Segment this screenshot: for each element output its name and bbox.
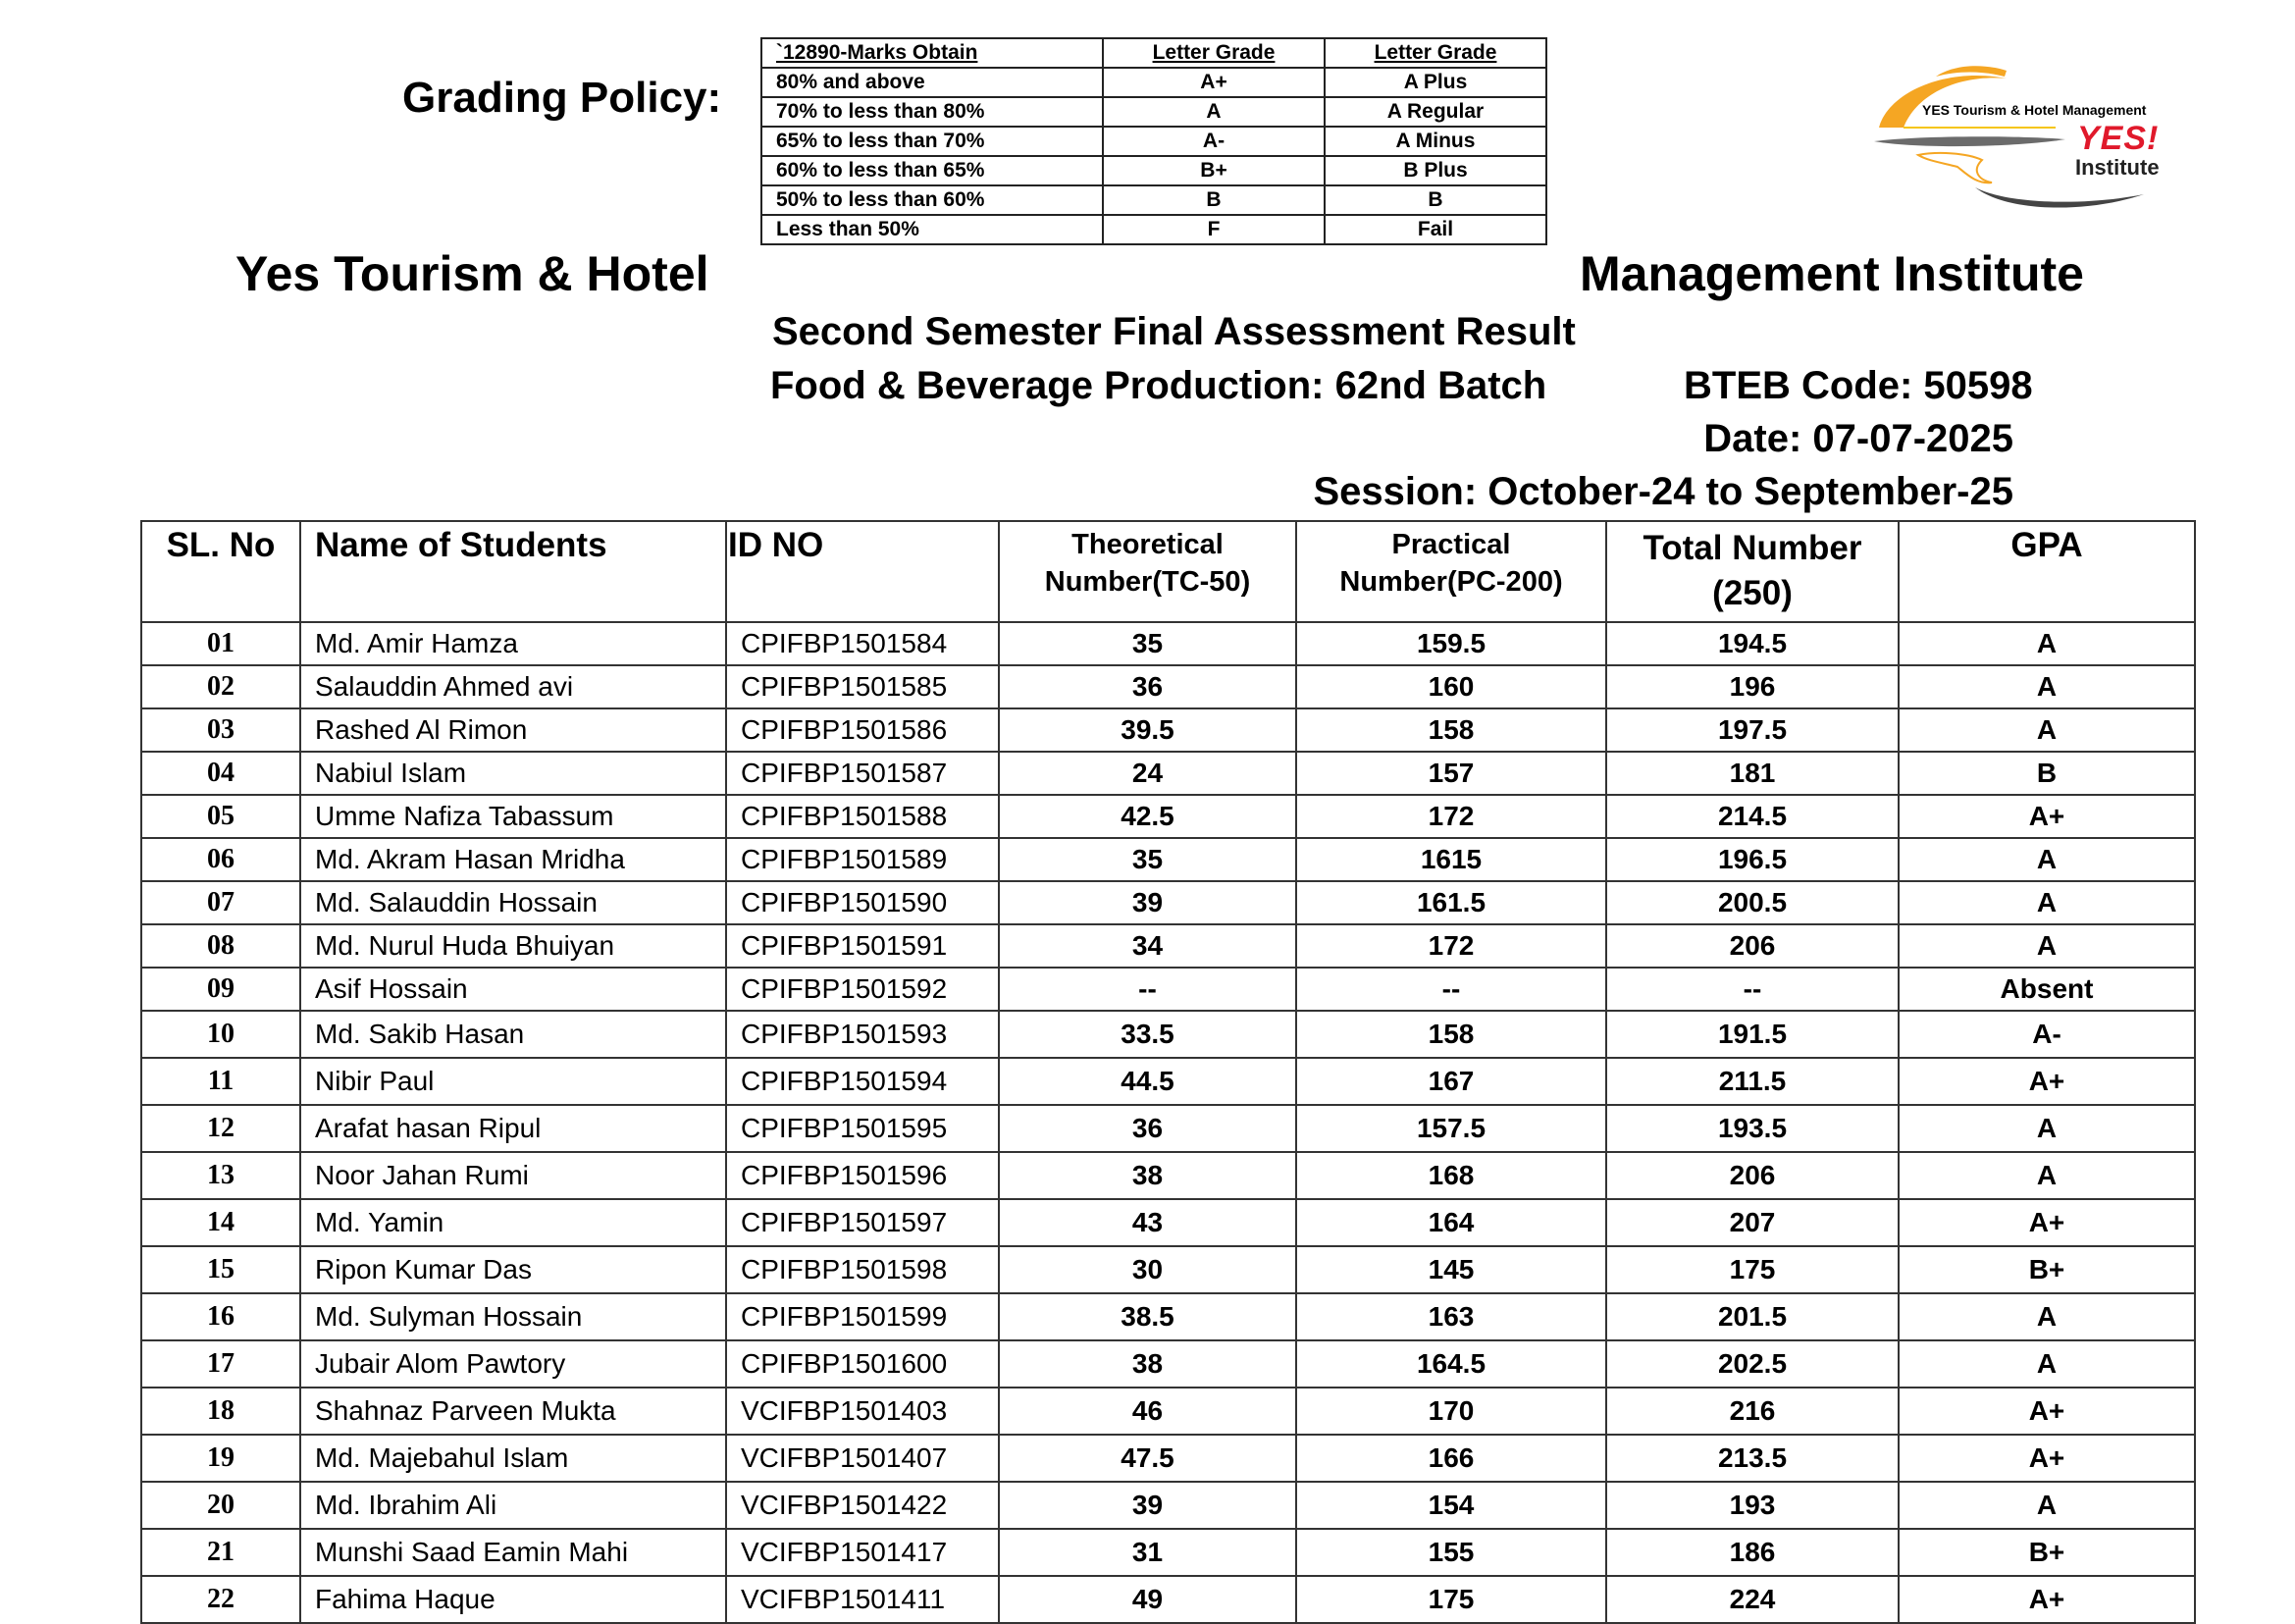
cell-student-name: Md. Akram Hasan Mridha [300, 838, 726, 881]
table-row [141, 708, 2195, 752]
batch-title: Food & Beverage Production: 62nd Batch [770, 364, 1547, 407]
cell-theoretical: 36 [999, 1105, 1296, 1152]
column-header-theoretical [999, 521, 1296, 622]
cell-practical: 145 [1296, 1246, 1606, 1293]
cell-gpa: A [1899, 1340, 2195, 1388]
table-row [141, 1482, 2195, 1529]
cell-student-id: VCIFBP1501417 [726, 1529, 999, 1576]
result-title: Second Semester Final Assessment Result [772, 310, 1576, 353]
cell-student-id: VCIFBP1501411 [726, 1576, 999, 1623]
cell-theoretical: 36 [999, 665, 1296, 708]
grading-letter: A [1103, 97, 1325, 127]
cell-total: 175 [1606, 1246, 1899, 1293]
table-row [141, 752, 2195, 795]
logo-tagline: YES Tourism & Hotel Management [1922, 102, 2147, 118]
table-row [141, 1340, 2195, 1388]
cell-practical: 168 [1296, 1152, 1606, 1199]
cell-serial: 12 [141, 1105, 300, 1152]
cell-student-name: Asif Hossain [300, 968, 726, 1011]
bteb-code: BTEB Code: 50598 [1684, 364, 2033, 407]
cell-student-name: Md. Yamin [300, 1199, 726, 1246]
table-row [141, 1529, 2195, 1576]
cell-gpa: A [1899, 708, 2195, 752]
cell-student-id: CPIFBP1501591 [726, 924, 999, 968]
cell-gpa: A [1899, 1482, 2195, 1529]
grading-marks-range: 70% to less than 80% [761, 97, 1103, 127]
result-date: Date: 07-07-2025 [1703, 417, 2013, 460]
cell-practical: 1615 [1296, 838, 1606, 881]
cell-student-id: CPIFBP1501600 [726, 1340, 999, 1388]
cell-student-name: Md. Nurul Huda Bhuiyan [300, 924, 726, 968]
cell-student-name: Fahima Haque [300, 1576, 726, 1623]
cell-gpa: A [1899, 1293, 2195, 1340]
cell-serial: 20 [141, 1482, 300, 1529]
cell-student-id: CPIFBP1501588 [726, 795, 999, 838]
cell-serial: 07 [141, 881, 300, 924]
cell-gpa: A [1899, 1152, 2195, 1199]
table-row [141, 1105, 2195, 1152]
cell-theoretical: 43 [999, 1199, 1296, 1246]
cell-theoretical: 49 [999, 1576, 1296, 1623]
cell-practical: 172 [1296, 795, 1606, 838]
cell-student-name: Jubair Alom Pawtory [300, 1340, 726, 1388]
cell-student-id: CPIFBP1501590 [726, 881, 999, 924]
cell-serial: 19 [141, 1435, 300, 1482]
cell-total: 224 [1606, 1576, 1899, 1623]
table-row [141, 1293, 2195, 1340]
cell-serial: 10 [141, 1011, 300, 1058]
table-row [141, 924, 2195, 968]
cell-student-name: Md. Ibrahim Ali [300, 1482, 726, 1529]
cell-gpa: B+ [1899, 1529, 2195, 1576]
cell-practical: 157.5 [1296, 1105, 1606, 1152]
cell-serial: 09 [141, 968, 300, 1011]
table-row [141, 795, 2195, 838]
grading-letter: A+ [1103, 68, 1325, 97]
cell-theoretical: 30 [999, 1246, 1296, 1293]
cell-total: 181 [1606, 752, 1899, 795]
cell-student-name: Md. Salauddin Hossain [300, 881, 726, 924]
cell-theoretical: 38 [999, 1152, 1296, 1199]
grading-letter-name: B Plus [1325, 156, 1546, 185]
cell-student-id: CPIFBP1501598 [726, 1246, 999, 1293]
cell-practical: 154 [1296, 1482, 1606, 1529]
column-header-total-line1: Total Number [1643, 529, 1862, 567]
cell-gpa: A+ [1899, 1199, 2195, 1246]
cell-gpa: A [1899, 1105, 2195, 1152]
cell-gpa: A [1899, 924, 2195, 968]
cell-serial: 11 [141, 1058, 300, 1105]
cell-total: 206 [1606, 924, 1899, 968]
institute-name-left: Yes Tourism & Hotel [235, 246, 709, 301]
cell-student-name: Noor Jahan Rumi [300, 1152, 726, 1199]
cell-practical: 163 [1296, 1293, 1606, 1340]
grading-letter-name: A Plus [1325, 68, 1546, 97]
cell-student-id: CPIFBP1501593 [726, 1011, 999, 1058]
cell-student-id: CPIFBP1501586 [726, 708, 999, 752]
cell-gpa: A+ [1899, 1388, 2195, 1435]
cell-practical: 167 [1296, 1058, 1606, 1105]
cell-student-id: VCIFBP1501422 [726, 1482, 999, 1529]
column-header-gpa: GPA [1899, 521, 2195, 622]
cell-total: 193 [1606, 1482, 1899, 1529]
grading-letter-name: B [1325, 185, 1546, 215]
cell-student-name: Shahnaz Parveen Mukta [300, 1388, 726, 1435]
cell-student-name: Rashed Al Rimon [300, 708, 726, 752]
cell-student-name: Md. Majebahul Islam [300, 1435, 726, 1482]
cell-total: 193.5 [1606, 1105, 1899, 1152]
cell-gpa: B [1899, 752, 2195, 795]
grading-letter: B [1103, 185, 1325, 215]
cell-practical: 172 [1296, 924, 1606, 968]
cell-gpa: A+ [1899, 1435, 2195, 1482]
grading-header-letter-name: Letter Grade [1325, 38, 1546, 68]
table-row [141, 1246, 2195, 1293]
grading-header-row [761, 38, 1546, 68]
session-range: Session: October-24 to September-25 [1313, 470, 2013, 513]
cell-serial: 18 [141, 1388, 300, 1435]
cell-student-id: VCIFBP1501403 [726, 1388, 999, 1435]
cell-serial: 01 [141, 622, 300, 665]
table-row [141, 622, 2195, 665]
column-header-sl: SL. No [141, 521, 300, 622]
grading-row [761, 97, 1546, 127]
grading-header-marks: `12890-Marks Obtain [761, 38, 1103, 68]
logo-sub: Institute [2075, 155, 2160, 180]
cell-total: 216 [1606, 1388, 1899, 1435]
cell-serial: 17 [141, 1340, 300, 1388]
cell-theoretical: 39.5 [999, 708, 1296, 752]
grading-marks-range: 60% to less than 65% [761, 156, 1103, 185]
grading-letter: A- [1103, 127, 1325, 156]
cell-theoretical: 46 [999, 1388, 1296, 1435]
cell-student-id: CPIFBP1501585 [726, 665, 999, 708]
cell-gpa: A+ [1899, 1058, 2195, 1105]
grading-marks-range: 50% to less than 60% [761, 185, 1103, 215]
grading-policy-body [761, 68, 1546, 244]
cell-theoretical: 39 [999, 1482, 1296, 1529]
cell-practical: 161.5 [1296, 881, 1606, 924]
cell-theoretical: 31 [999, 1529, 1296, 1576]
cell-total: 196 [1606, 665, 1899, 708]
grading-row [761, 156, 1546, 185]
grading-policy-label: Grading Policy: [402, 74, 722, 122]
column-header-total [1606, 521, 1899, 622]
cell-serial: 03 [141, 708, 300, 752]
cell-serial: 05 [141, 795, 300, 838]
cell-total: 202.5 [1606, 1340, 1899, 1388]
cell-student-name: Salauddin Ahmed avi [300, 665, 726, 708]
cell-serial: 15 [141, 1246, 300, 1293]
cell-student-name: Munshi Saad Eamin Mahi [300, 1529, 726, 1576]
grading-row [761, 127, 1546, 156]
grading-marks-range: 65% to less than 70% [761, 127, 1103, 156]
table-row [141, 1199, 2195, 1246]
cell-student-name: Ripon Kumar Das [300, 1246, 726, 1293]
logo-brand: YES! [2077, 120, 2160, 157]
cell-serial: 08 [141, 924, 300, 968]
cell-theoretical: 34 [999, 924, 1296, 968]
cell-total: 207 [1606, 1199, 1899, 1246]
cell-serial: 14 [141, 1199, 300, 1246]
cell-serial: 02 [141, 665, 300, 708]
table-row [141, 665, 2195, 708]
cell-serial: 06 [141, 838, 300, 881]
cell-total: 194.5 [1606, 622, 1899, 665]
cell-total: 196.5 [1606, 838, 1899, 881]
cell-student-id: VCIFBP1501407 [726, 1435, 999, 1482]
cell-serial: 13 [141, 1152, 300, 1199]
cell-gpa: Absent [1899, 968, 2195, 1011]
cell-serial: 16 [141, 1293, 300, 1340]
column-header-theoretical-line2: Number(TC-50) [1044, 566, 1251, 598]
cell-theoretical: 44.5 [999, 1058, 1296, 1105]
cell-student-name: Nabiul Islam [300, 752, 726, 795]
cell-student-id: CPIFBP1501597 [726, 1199, 999, 1246]
table-row [141, 1011, 2195, 1058]
cell-practical: -- [1296, 968, 1606, 1011]
column-header-id: ID NO [726, 521, 999, 622]
cell-total: -- [1606, 968, 1899, 1011]
column-header-practical-line1: Practical [1391, 529, 1511, 560]
grading-letter-name: A Regular [1325, 97, 1546, 127]
cell-gpa: A [1899, 622, 2195, 665]
cell-student-name: Md. Sakib Hasan [300, 1011, 726, 1058]
cell-total: 214.5 [1606, 795, 1899, 838]
cell-student-name: Arafat hasan Ripul [300, 1105, 726, 1152]
cell-total: 206 [1606, 1152, 1899, 1199]
cell-student-id: CPIFBP1501592 [726, 968, 999, 1011]
grading-row [761, 68, 1546, 97]
cell-practical: 175 [1296, 1576, 1606, 1623]
cell-gpa: A [1899, 881, 2195, 924]
grading-letter-name: Fail [1325, 215, 1546, 244]
cell-theoretical: 33.5 [999, 1011, 1296, 1058]
grading-marks-range: 80% and above [761, 68, 1103, 97]
cell-theoretical: 39 [999, 881, 1296, 924]
grading-letter: F [1103, 215, 1325, 244]
column-header-total-line2: (250) [1712, 574, 1793, 612]
cell-gpa: A+ [1899, 1576, 2195, 1623]
cell-gpa: B+ [1899, 1246, 2195, 1293]
institute-name-right: Management Institute [1580, 246, 2084, 301]
cell-total: 186 [1606, 1529, 1899, 1576]
grading-marks-range: Less than 50% [761, 215, 1103, 244]
cell-gpa: A [1899, 838, 2195, 881]
cell-practical: 158 [1296, 708, 1606, 752]
cell-student-name: Md. Amir Hamza [300, 622, 726, 665]
cell-gpa: A [1899, 665, 2195, 708]
cell-student-name: Umme Nafiza Tabassum [300, 795, 726, 838]
table-row [141, 881, 2195, 924]
cell-practical: 159.5 [1296, 622, 1606, 665]
cell-theoretical: 24 [999, 752, 1296, 795]
cell-gpa: A+ [1899, 795, 2195, 838]
grading-letter: B+ [1103, 156, 1325, 185]
institute-logo [1859, 57, 2203, 214]
table-row [141, 1152, 2195, 1199]
table-row [141, 838, 2195, 881]
cell-student-id: CPIFBP1501594 [726, 1058, 999, 1105]
grading-row [761, 185, 1546, 215]
table-row [141, 1576, 2195, 1623]
results-header-row [141, 521, 2195, 622]
column-header-name: Name of Students [300, 521, 726, 622]
cell-theoretical: 38.5 [999, 1293, 1296, 1340]
grading-row [761, 215, 1546, 244]
cell-practical: 157 [1296, 752, 1606, 795]
cell-student-id: CPIFBP1501596 [726, 1152, 999, 1199]
cell-student-id: CPIFBP1501584 [726, 622, 999, 665]
cell-total: 211.5 [1606, 1058, 1899, 1105]
column-header-practical-line2: Number(PC-200) [1339, 566, 1563, 598]
cell-student-id: CPIFBP1501589 [726, 838, 999, 881]
cell-practical: 166 [1296, 1435, 1606, 1482]
cell-practical: 164 [1296, 1199, 1606, 1246]
cell-student-id: CPIFBP1501599 [726, 1293, 999, 1340]
cell-practical: 155 [1296, 1529, 1606, 1576]
results-table [140, 520, 2196, 1624]
cell-serial: 21 [141, 1529, 300, 1576]
cell-practical: 158 [1296, 1011, 1606, 1058]
cell-student-name: Md. Sulyman Hossain [300, 1293, 726, 1340]
cell-student-id: CPIFBP1501587 [726, 752, 999, 795]
cell-total: 201.5 [1606, 1293, 1899, 1340]
cell-theoretical: 38 [999, 1340, 1296, 1388]
cell-total: 191.5 [1606, 1011, 1899, 1058]
grading-letter-name: A Minus [1325, 127, 1546, 156]
cell-serial: 04 [141, 752, 300, 795]
cell-total: 200.5 [1606, 881, 1899, 924]
cell-theoretical: -- [999, 968, 1296, 1011]
cell-total: 197.5 [1606, 708, 1899, 752]
cell-theoretical: 35 [999, 838, 1296, 881]
cell-student-id: CPIFBP1501595 [726, 1105, 999, 1152]
cell-student-name: Nibir Paul [300, 1058, 726, 1105]
grading-policy-table [760, 37, 1547, 245]
cell-practical: 164.5 [1296, 1340, 1606, 1388]
cell-theoretical: 42.5 [999, 795, 1296, 838]
table-row [141, 968, 2195, 1011]
cell-practical: 170 [1296, 1388, 1606, 1435]
cell-gpa: A- [1899, 1011, 2195, 1058]
column-header-practical [1296, 521, 1606, 622]
cell-theoretical: 47.5 [999, 1435, 1296, 1482]
cell-theoretical: 35 [999, 622, 1296, 665]
grading-header-letter: Letter Grade [1103, 38, 1325, 68]
table-row [141, 1435, 2195, 1482]
column-header-theoretical-line1: Theoretical [1071, 529, 1224, 560]
table-row [141, 1388, 2195, 1435]
cell-total: 213.5 [1606, 1435, 1899, 1482]
cell-serial: 22 [141, 1576, 300, 1623]
table-row [141, 1058, 2195, 1105]
results-body [141, 622, 2195, 1623]
cell-practical: 160 [1296, 665, 1606, 708]
